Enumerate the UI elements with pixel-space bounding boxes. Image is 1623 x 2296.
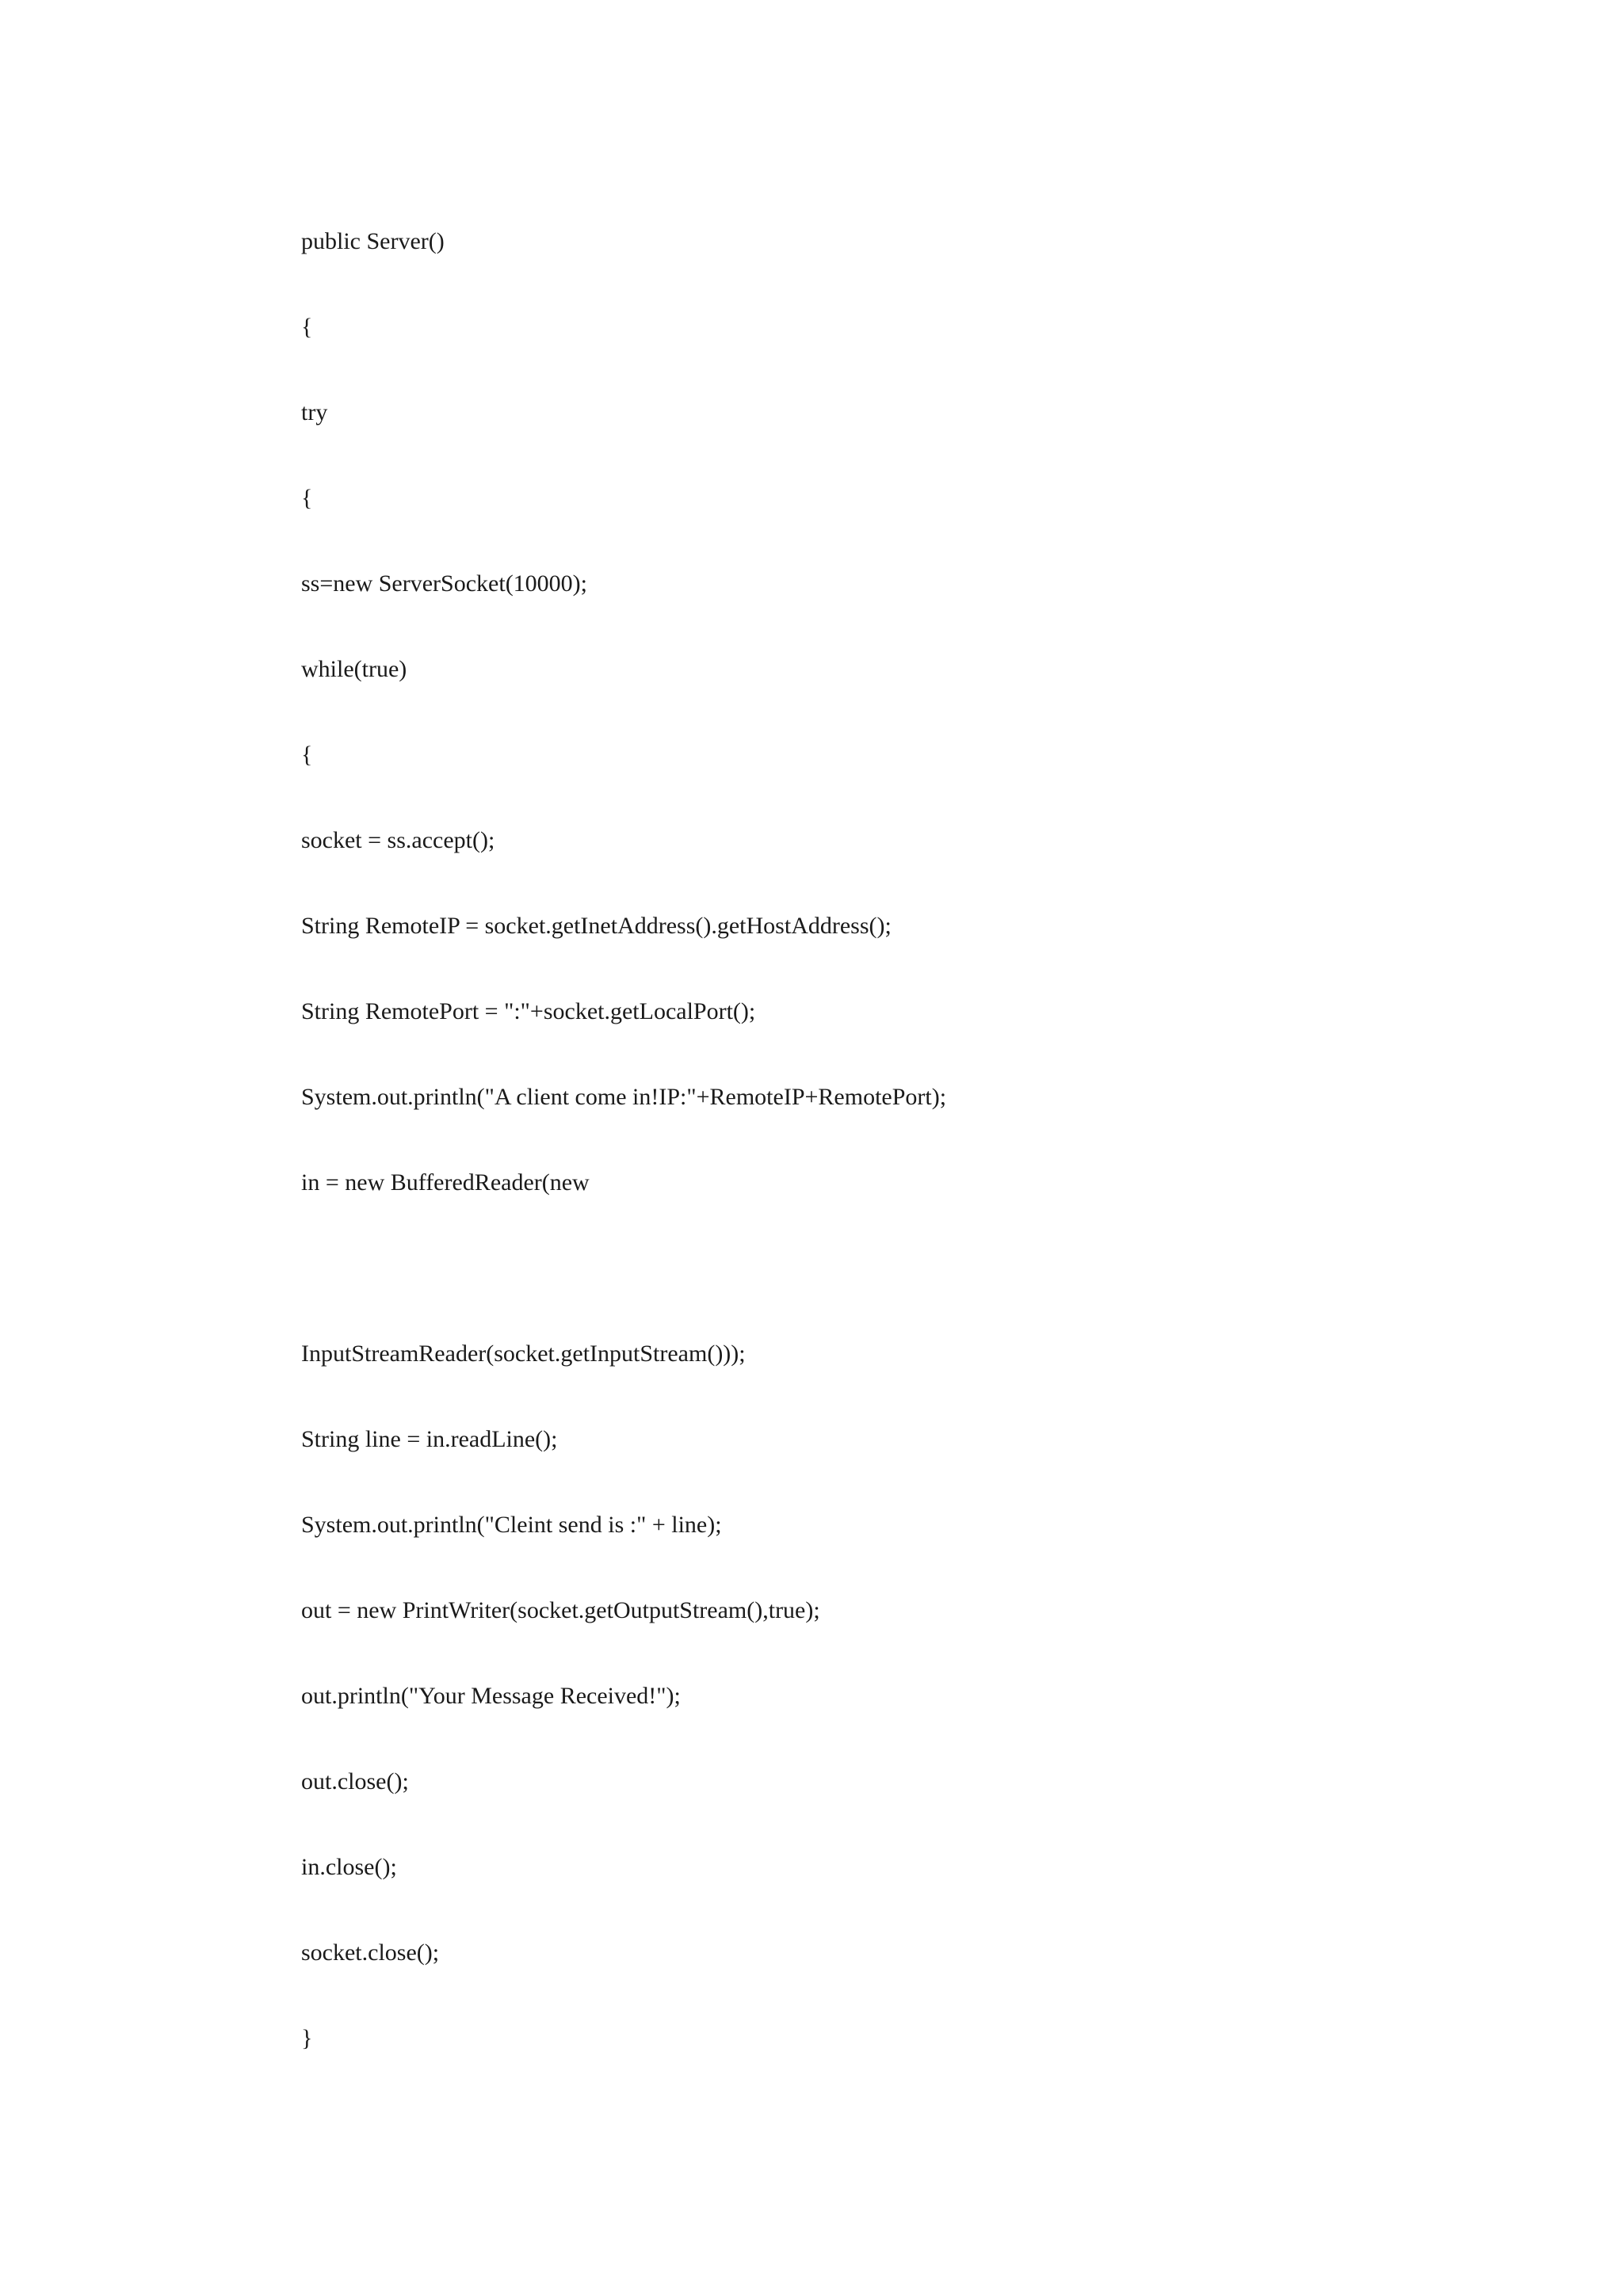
- code-line: System.out.println("Cleint send is :" + line);: [301, 1512, 722, 1538]
- code-line: socket.close();: [301, 1939, 440, 1966]
- code-line: in = new BufferedReader(new: [301, 1169, 590, 1196]
- code-line: while(true): [301, 656, 407, 682]
- code-line: socket = ss.accept();: [301, 827, 495, 853]
- code-line: out = new PrintWriter(socket.getOutputStream(),true);: [301, 1597, 820, 1623]
- code-line: out.println("Your Message Received!");: [301, 1683, 681, 1709]
- code-line: String RemotePort = ":"+socket.getLocalPort();: [301, 998, 756, 1024]
- code-line: {: [301, 485, 313, 511]
- code-line: String RemoteIP = socket.getInetAddress().getHostAddress();: [301, 913, 892, 939]
- code-line: String line = in.readLine();: [301, 1426, 558, 1452]
- code-line: try: [301, 399, 328, 425]
- code-line: out.close();: [301, 1768, 409, 1794]
- code-line: public Server(): [301, 228, 445, 254]
- code-line: {: [301, 742, 313, 768]
- code-line: InputStreamReader(socket.getInputStream()));: [301, 1341, 746, 1367]
- code-line: in.close();: [301, 1854, 397, 1880]
- code-line: }: [301, 2025, 313, 2051]
- code-line: {: [301, 314, 313, 340]
- code-line: System.out.println("A client come in!IP:"+RemoteIP+RemotePort);: [301, 1084, 947, 1110]
- code-line: ss=new ServerSocket(10000);: [301, 570, 588, 597]
